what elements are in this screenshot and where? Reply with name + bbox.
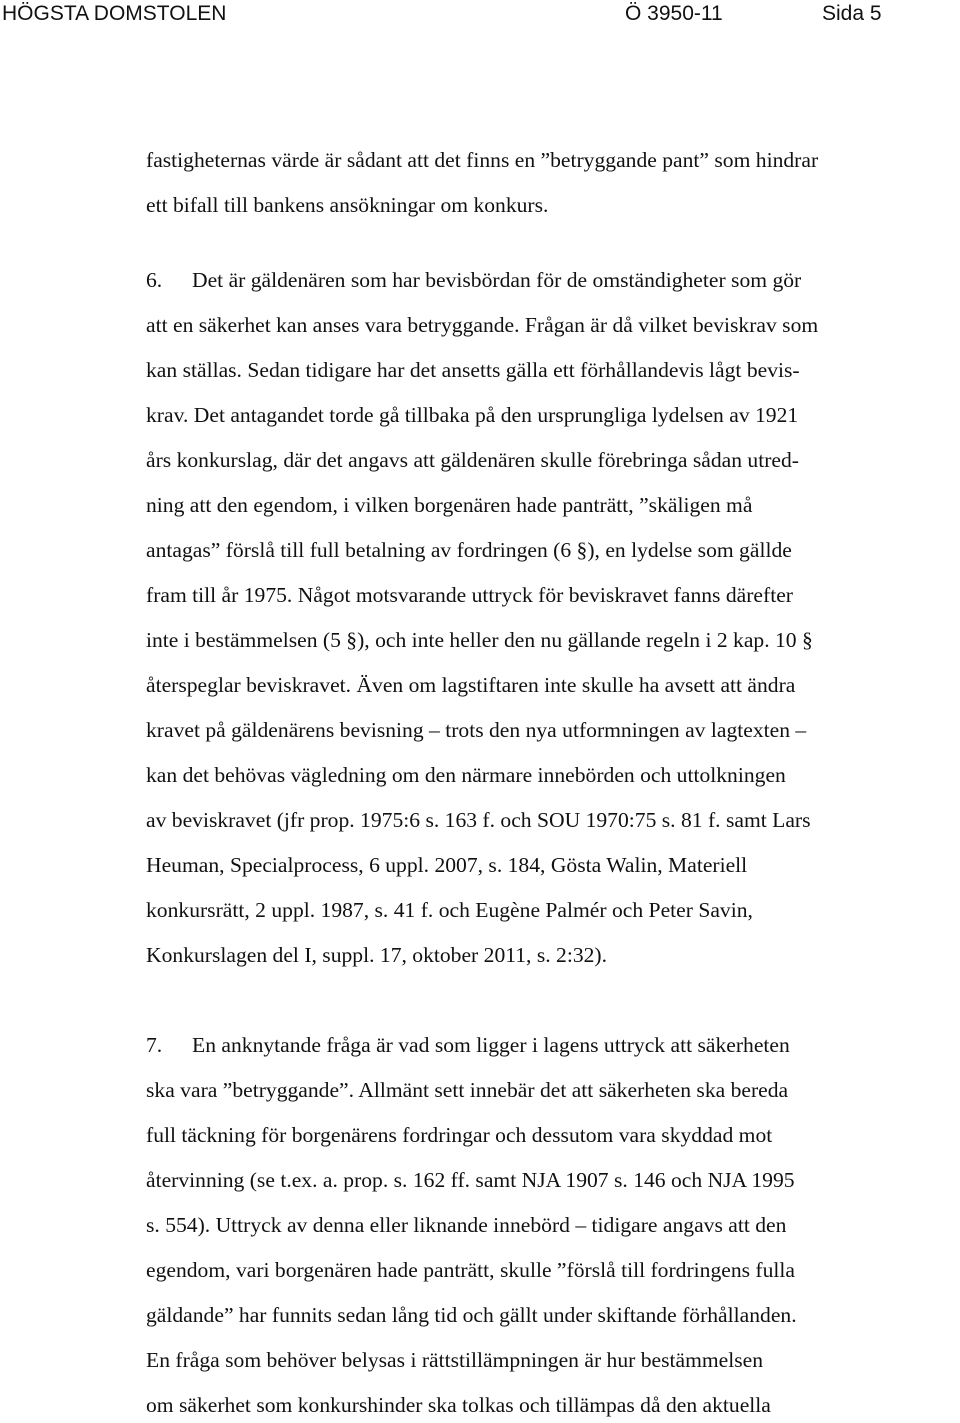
paragraph-number: 6. <box>146 268 163 292</box>
text-line: ning att den egendom, i vilken borgenären hade panträtt, ”skäligen må <box>146 493 753 517</box>
text-line: full täckning för borgenärens fordringar och dessutom vara skyddad mot <box>146 1123 773 1147</box>
page-header <box>0 2 960 36</box>
text-line: Konkurslagen del I, suppl. 17, oktober 2011, s. 2:32). <box>146 943 608 967</box>
text-line: En fråga som behöver belysas i rättstillämpningen är hur bestämmelsen <box>146 1348 764 1372</box>
case-number: Ö 3950-11 <box>625 2 723 25</box>
text-line: konkursrätt, 2 uppl. 1987, s. 41 f. och Eugène Palmér och Peter Savin, <box>146 898 753 922</box>
text-line: kravet på gäldenärens bevisning – trots den nya utformningen av lagtexten – <box>146 718 807 742</box>
text-line: att en säkerhet kan anses vara betryggande. Frågan är då vilket beviskrav som <box>146 313 819 337</box>
text-line: krav. Det antagandet torde gå tillbaka på den ursprungliga lydelsen av 1921 <box>146 403 799 427</box>
court-name: HÖGSTA DOMSTOLEN <box>2 2 227 25</box>
text-line: års konkurslag, där det angavs att gäldenären skulle förebringa sådan utred- <box>146 448 799 472</box>
text-line: återvinning (se t.ex. a. prop. s. 162 ff. samt NJA 1907 s. 146 och NJA 1995 <box>146 1168 795 1192</box>
text-line: fram till år 1975. Något motsvarande uttryck för beviskravet fanns därefter <box>146 583 793 607</box>
text-line: En anknytande fråga är vad som ligger i lagens uttryck att säkerheten <box>192 1033 790 1057</box>
text-line: kan det behövas vägledning om den närmare innebörden och uttolkningen <box>146 763 786 787</box>
page-number: Sida 5 <box>822 2 882 25</box>
text-line: Heuman, Specialprocess, 6 uppl. 2007, s. 184, Gösta Walin, Materiell <box>146 853 748 877</box>
paragraph-number: 7. <box>146 1033 163 1057</box>
text-line: egendom, vari borgenären hade panträtt, skulle ”förslå till fordringens fulla <box>146 1258 795 1282</box>
text-line: kan ställas. Sedan tidigare har det ansetts gälla ett förhållandevis lågt bevis- <box>146 358 800 382</box>
text-line: om säkerhet som konkurshinder ska tolkas och tillämpas då den aktuella <box>146 1393 771 1417</box>
text-line: återspeglar beviskravet. Även om lagstiftaren inte skulle ha avsett att ändra <box>146 673 796 697</box>
text-line: Det är gäldenären som har bevisbördan för de omständigheter som gör <box>192 268 802 292</box>
text-line: s. 554). Uttryck av denna eller liknande innebörd – tidigare angavs att den <box>146 1213 787 1237</box>
text-line: antagas” förslå till full betalning av fordringen (6 §), en lydelse som gällde <box>146 538 792 562</box>
text-line: ett bifall till bankens ansökningar om konkurs. <box>146 193 549 217</box>
text-line: av beviskravet (jfr prop. 1975:6 s. 163 f. och SOU 1970:75 s. 81 f. samt Lars <box>146 808 811 832</box>
text-line: ska vara ”betryggande”. Allmänt sett innebär det att säkerheten ska bereda <box>146 1078 789 1102</box>
text-line: fastigheternas värde är sådant att det finns en ”betryggande pant” som hindrar <box>146 148 819 172</box>
text-line: gäldande” har funnits sedan lång tid och gällt under skiftande förhållanden. <box>146 1303 797 1327</box>
text-line: inte i bestämmelsen (5 §), och inte heller den nu gällande regeln i 2 kap. 10 § <box>146 628 813 652</box>
